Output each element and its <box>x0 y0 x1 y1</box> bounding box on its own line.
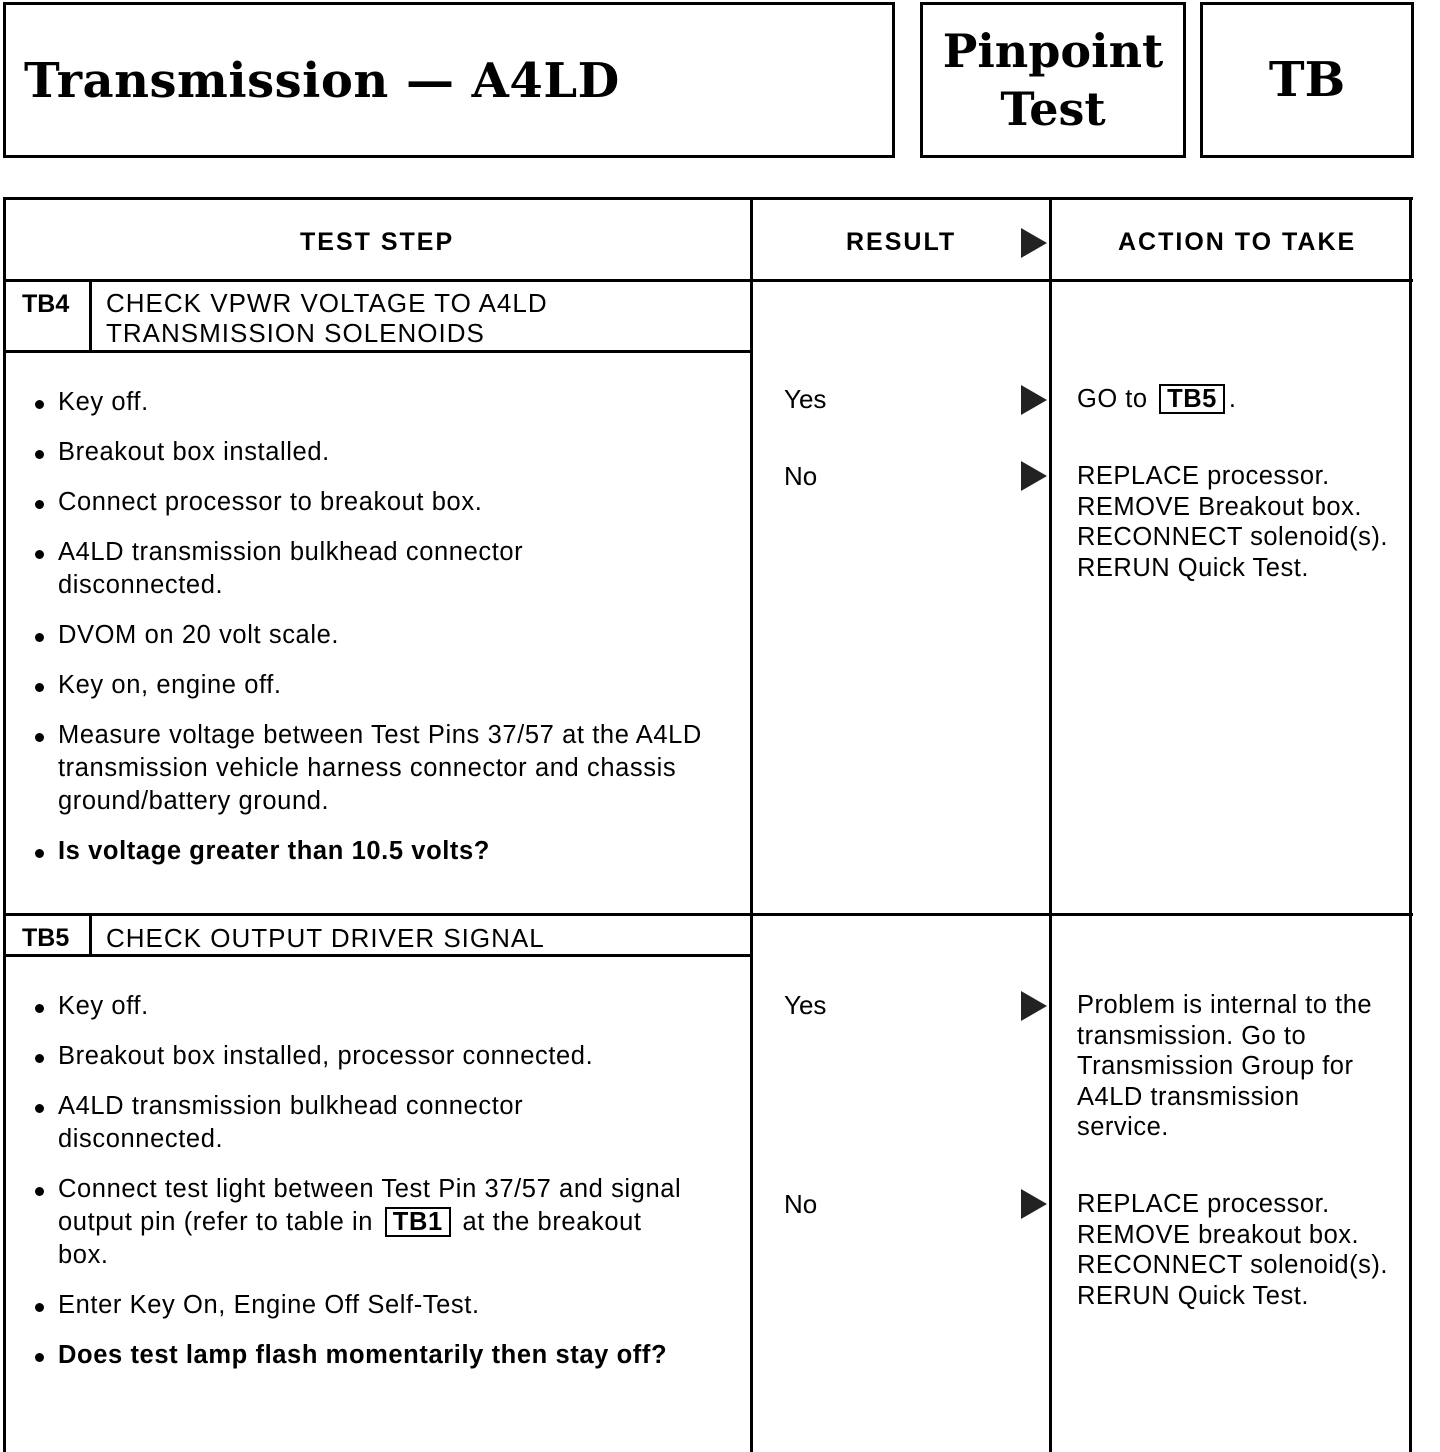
list-item: Measure voltage between Test Pins 37/57 at the A4LD transmission vehicle harness connector and chassis ground/battery ground. <box>6 719 716 818</box>
result-header: RESULT <box>846 228 957 256</box>
list-item: Breakout box installed. <box>6 436 716 469</box>
list-item: A4LD transmission bulkhead connector disconnected. <box>6 1090 716 1156</box>
step-title <box>106 288 548 348</box>
step-bullets <box>6 990 716 1389</box>
step-reference-link[interactable]: TB1 <box>385 1207 451 1237</box>
step-id: TB4 <box>22 290 70 318</box>
step-id-divider <box>89 279 92 352</box>
arrow-icon <box>1021 461 1047 491</box>
step-title: CHECK OUTPUT DRIVER SIGNAL <box>106 923 545 953</box>
step-title-line: TRANSMISSION SOLENOIDS <box>106 318 485 348</box>
step-divider <box>3 913 1413 916</box>
action-text: Problem is internal to the transmission. Go to Transmission Group for A4LD transmission service. <box>1077 991 1373 1141</box>
result-label: No <box>784 461 818 491</box>
result-label: No <box>784 1189 818 1219</box>
bullet-text: at the breakout box. <box>58 1208 642 1269</box>
list-item: Key off. <box>6 990 716 1023</box>
step-title-border <box>3 350 753 353</box>
table-top-border <box>3 197 1413 200</box>
result-label: Yes <box>784 990 827 1020</box>
step-id: TB5 <box>22 924 70 952</box>
action-suffix: . <box>1228 385 1237 413</box>
page-title: Transmission — A4LD <box>24 53 620 109</box>
action-prefix: GO to <box>1077 385 1148 413</box>
arrow-icon <box>1021 991 1047 1021</box>
header-bottom-border <box>3 279 1413 282</box>
action-header: ACTION TO TAKE <box>1118 228 1357 256</box>
bullet-text: Connect test light between Test Pin 37/57 and signal output pin (refer to table in <box>58 1175 682 1236</box>
list-item: Key on, engine off. <box>6 669 716 702</box>
list-item: Connect processor to breakout box. <box>6 486 716 519</box>
test-code-box <box>1200 2 1414 158</box>
arrow-icon <box>1021 228 1047 258</box>
list-item: Key off. <box>6 386 716 419</box>
test-label: Test <box>1000 82 1106 136</box>
step-title-line: CHECK VPWR VOLTAGE TO A4LD <box>106 288 548 318</box>
list-item: Does test lamp flash momentarily then stay off? <box>6 1339 716 1372</box>
list-item: DVOM on 20 volt scale. <box>6 619 716 652</box>
list-item: Breakout box installed, processor connected. <box>6 1040 716 1073</box>
column-divider-1 <box>750 197 753 1452</box>
action-text: REPLACE processor. REMOVE Breakout box. RECONNECT solenoid(s). RERUN Quick Test. <box>1077 462 1388 582</box>
column-divider-2 <box>1049 197 1052 1452</box>
step-reference-link[interactable]: TB5 <box>1159 384 1225 414</box>
result-label: Yes <box>784 384 827 414</box>
step-title-border <box>3 954 753 957</box>
list-item: Is voltage greater than 10.5 volts? <box>6 835 716 868</box>
test-code: TB <box>1268 52 1346 108</box>
list-item <box>6 1173 716 1272</box>
pinpoint-label: Pinpoint <box>942 24 1164 78</box>
step-id-divider <box>89 913 92 956</box>
table-right-border <box>1409 197 1412 1452</box>
list-item: A4LD transmission bulkhead connector disconnected. <box>6 536 716 602</box>
title-box <box>3 2 895 158</box>
list-item: Enter Key On, Engine Off Self-Test. <box>6 1289 716 1322</box>
arrow-icon <box>1021 385 1047 415</box>
arrow-icon <box>1021 1189 1047 1219</box>
action-text: REPLACE processor. REMOVE breakout box. RECONNECT solenoid(s). RERUN Quick Test. <box>1077 1190 1388 1310</box>
pinpoint-test-box <box>920 2 1186 158</box>
test-step-header: TEST STEP <box>300 228 455 256</box>
action-text <box>1077 384 1407 415</box>
step-bullets <box>6 386 716 885</box>
